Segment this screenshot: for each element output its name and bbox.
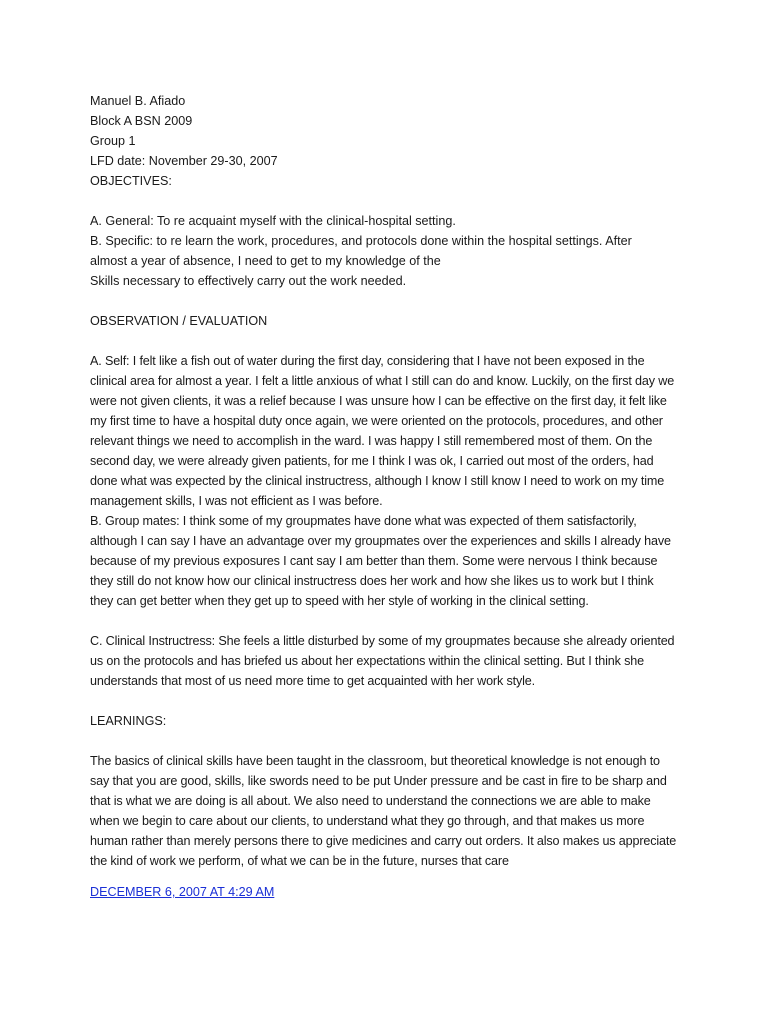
objective-specific-line-2: almost a year of absence, I need to get to my knowledge of the [90,254,441,268]
learnings-heading: LEARNINGS: [90,714,167,728]
observation-heading: OBSERVATION / EVALUATION [90,314,268,328]
observation-clinical-instructress: C. Clinical Instructress: She feels a little disturbed by some of my groupmates because she already oriented us on the protocols and has briefed us about her expectations within the clinical setting. But I think she understands that most of us need more time to get acquainted with her work style. [90,634,675,688]
observation-self: A. Self: I felt like a fish out of water during the first day, considering that I have not been exposed in the clinical area for almost a year. I felt a little anxious of what I still can do and know. Luckily, on the first day we were not given clients, it was a relief because I was unsure how I can be effective on the first day, it felt like my first time to have a hospital duty once again, we were oriented on the protocols, procedures, and other relevant things we need to accomplish in the ward. I was happy I still remembered most of them. On the second day, we were already given patients, for me I think I was ok, I carried out most of the orders, had done what was expected by the clinical instructress, although I know I still know I need to work on my time management skills, I was not efficient as I was before. [90,354,675,508]
spacer [90,611,690,631]
document-body [90,91,690,902]
group-info: Group 1 [90,134,136,148]
learnings-body: The basics of clinical skills have been taught in the classroom, but theoretical knowledge is not enough to say that you are good, skills, like swords need to be put Under pressure and be cast in fire to be sharp and that is what we are doing is all about. We also need to understand the connections we are able to make when we begin to care about our clients, to understand what they go through, and that makes us more human rather than merely persons there to give medicines and carry out orders. It also makes us appreciate the kind of work we perform, of what we can be in the future, nurses that care [90,754,677,868]
objectives-heading: OBJECTIVES: [90,174,172,188]
timestamp-link[interactable]: DECEMBER 6, 2007 AT 4:29 AM [90,885,275,899]
block-info: Block A BSN 2009 [90,114,193,128]
observation-group-mates: B. Group mates: I think some of my groupmates have done what was expected of them satisfactorily, although I can say I have an advantage over my groupmates over the experiences and skills I already have because of my previous exposures I cant say I am better than them. Some were nervous I think because they still do not know how our clinical instructress does her work and how she likes us to work but I think they can get better when they get up to speed with her style of working in the clinical setting. [90,514,671,608]
author-name: Manuel B. Afiado [90,94,186,108]
spacer [90,291,690,311]
spacer [90,731,690,751]
lfd-date: LFD date: November 29-30, 2007 [90,154,278,168]
objective-specific-line-1: B. Specific: to re learn the work, procedures, and protocols done within the hospital settings. After [90,234,632,248]
spacer [90,331,690,351]
spacer [90,191,690,211]
objective-general: A. General: To re acquaint myself with the clinical-hospital setting. [90,214,456,228]
objective-specific-line-3: Skills necessary to effectively carry out the work needed. [90,274,407,288]
spacer [90,691,690,711]
